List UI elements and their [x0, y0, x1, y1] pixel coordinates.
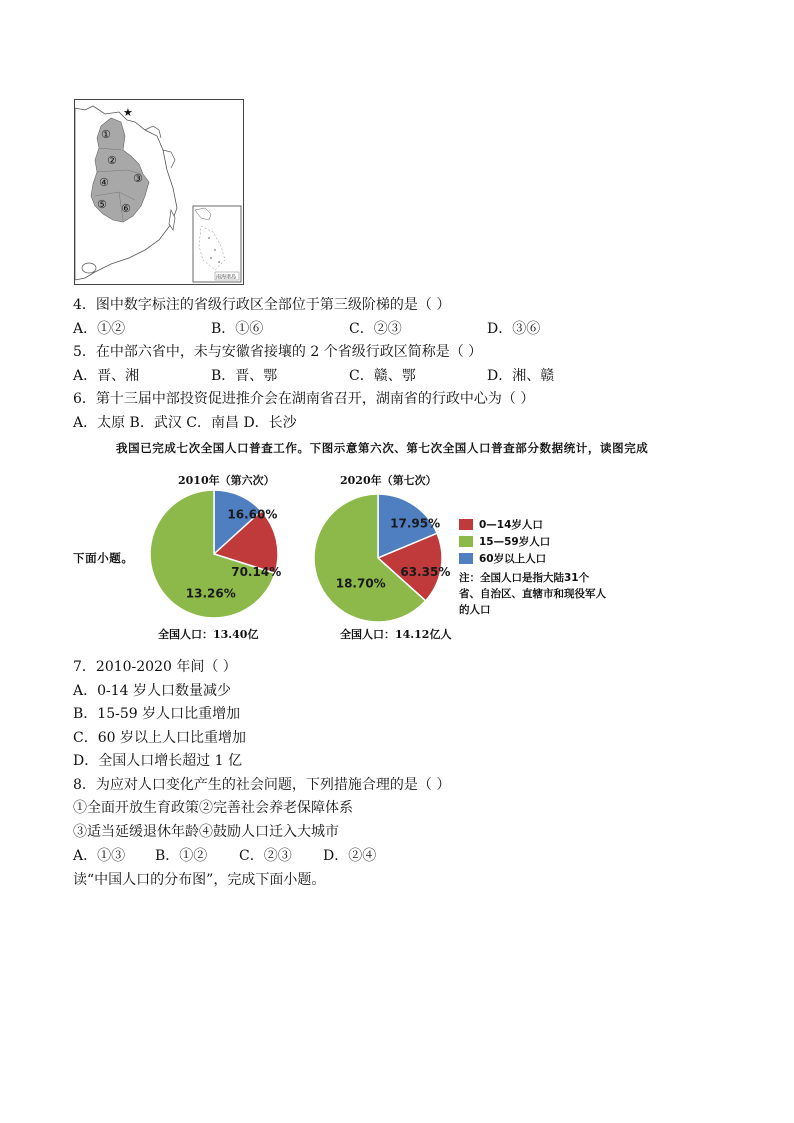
inset-label: 南海诸岛	[216, 274, 237, 281]
question-4-options	[73, 319, 693, 339]
legend-swatch-green	[459, 536, 473, 547]
q8-statements-line1: ①全面开放生育政策②完善社会养老保障体系	[73, 800, 353, 816]
q5-option-c[interactable]: C．赣、鄂	[349, 368, 416, 384]
pie-chart-2010	[148, 488, 280, 620]
map-label-2: ②	[107, 154, 117, 167]
q7-option-c[interactable]: C．60 岁以上人口比重增加	[73, 730, 246, 746]
q8-statements-line2: ③适当延缓退休年龄④鼓励人口迁入大城市	[73, 824, 339, 840]
chart-legend	[459, 516, 550, 567]
south-china-sea-inset	[193, 206, 241, 282]
legend-swatch-red	[459, 519, 473, 530]
pie-0-label-slice-0-14: 16.60%	[227, 507, 278, 522]
chart-intro-tail: 下面小题。	[73, 551, 134, 565]
pie-chart-2020	[312, 492, 451, 624]
legend-item-60-plus	[459, 550, 550, 567]
question-8-stem: 8．为应对人口变化产生的社会问题，下列措施合理的是（ ）	[73, 777, 451, 793]
q5-option-d[interactable]: D．湘、赣	[487, 368, 555, 384]
pie-0-label-slice-60-plus: 13.26%	[185, 586, 236, 601]
q5-option-b[interactable]: B．晋、鄂	[211, 368, 278, 384]
legend-item-0-14	[459, 516, 550, 533]
map-label-5: ⑤	[97, 198, 107, 211]
map-label-6: ⑥	[121, 202, 131, 215]
question-6-options[interactable]: A．太原 B．武汉 C．南昌 D．长沙	[73, 415, 297, 431]
question-4-stem: 4．图中数字标注的省级行政区全部位于第三级阶梯的是（ ）	[73, 297, 451, 313]
legend-swatch-blue	[459, 553, 473, 564]
chart-note: 注：全国人口是指大陆31个省、自治区、直辖市和现役军人的人口	[459, 572, 606, 616]
q4-option-a[interactable]: A．①②	[73, 321, 126, 337]
map-drawing	[75, 100, 243, 284]
pie-2010-title: 2010年（第六次）	[178, 474, 275, 487]
q7-option-a[interactable]: A．0-14 岁人口数量减少	[73, 683, 232, 699]
pie-2020-title: 2020年（第七次）	[340, 474, 437, 487]
q8-option-c[interactable]: C．②③	[239, 848, 292, 864]
map-label-4: ④	[99, 176, 109, 189]
q7-option-d[interactable]: D．全国人口增长超过 1 亿	[73, 753, 243, 769]
question-6-stem: 6．第十三届中部投资促进推介会在湖南省召开，湖南省的行政中心为（ ）	[73, 391, 535, 407]
pie-2020-total: 全国人口：14.12亿人	[340, 628, 452, 641]
question-5-options	[73, 366, 693, 386]
legend-label-60-plus: 60岁以上人口	[479, 553, 547, 565]
pie-1-label-slice-15-59: 63.35%	[400, 565, 451, 580]
q4-option-c[interactable]: C．②③	[349, 321, 402, 337]
capital-star-icon: ★	[123, 106, 133, 119]
read-map-instruction: 读“中国人口的分布图”，完成下面小题。	[73, 872, 326, 888]
question-8-options	[73, 846, 693, 866]
pie-2010-total: 全国人口：13.40亿	[158, 628, 259, 641]
pie-1-label-slice-0-14: 17.95%	[390, 516, 441, 531]
q8-option-a[interactable]: A．①③	[73, 848, 126, 864]
q8-option-b[interactable]: B．①②	[155, 848, 208, 864]
map-label-1: ①	[101, 128, 111, 141]
q4-option-b[interactable]: B．①⑥	[211, 321, 264, 337]
q4-option-d[interactable]: D．③⑥	[487, 321, 541, 337]
pie-0-label-slice-15-59: 70.14%	[231, 564, 282, 579]
q7-option-b[interactable]: B．15-59 岁人口比重增加	[73, 706, 241, 722]
legend-item-15-59	[459, 533, 550, 550]
question-5-stem: 5．在中部六省中，未与安徽省接壤的 2 个省级行政区简称是（ ）	[73, 344, 483, 360]
china-central-provinces-map	[74, 99, 244, 285]
chart-intro-text: 我国已完成七次全国人口普查工作。下图示意第六次、第七次全国人口普查部分数据统计，读图完成	[116, 441, 649, 455]
pie-1-label-slice-60-plus: 18.70%	[335, 576, 386, 591]
hainan-island	[82, 263, 96, 273]
legend-label-15-59: 15—59岁人口	[479, 536, 551, 548]
q5-option-a[interactable]: A．晋、湘	[73, 368, 140, 384]
map-label-3: ③	[133, 172, 143, 185]
question-7-stem: 7．2010-2020 年间（ ）	[73, 659, 237, 675]
legend-label-0-14: 0—14岁人口	[479, 519, 543, 531]
q8-option-d[interactable]: D．②④	[323, 848, 377, 864]
